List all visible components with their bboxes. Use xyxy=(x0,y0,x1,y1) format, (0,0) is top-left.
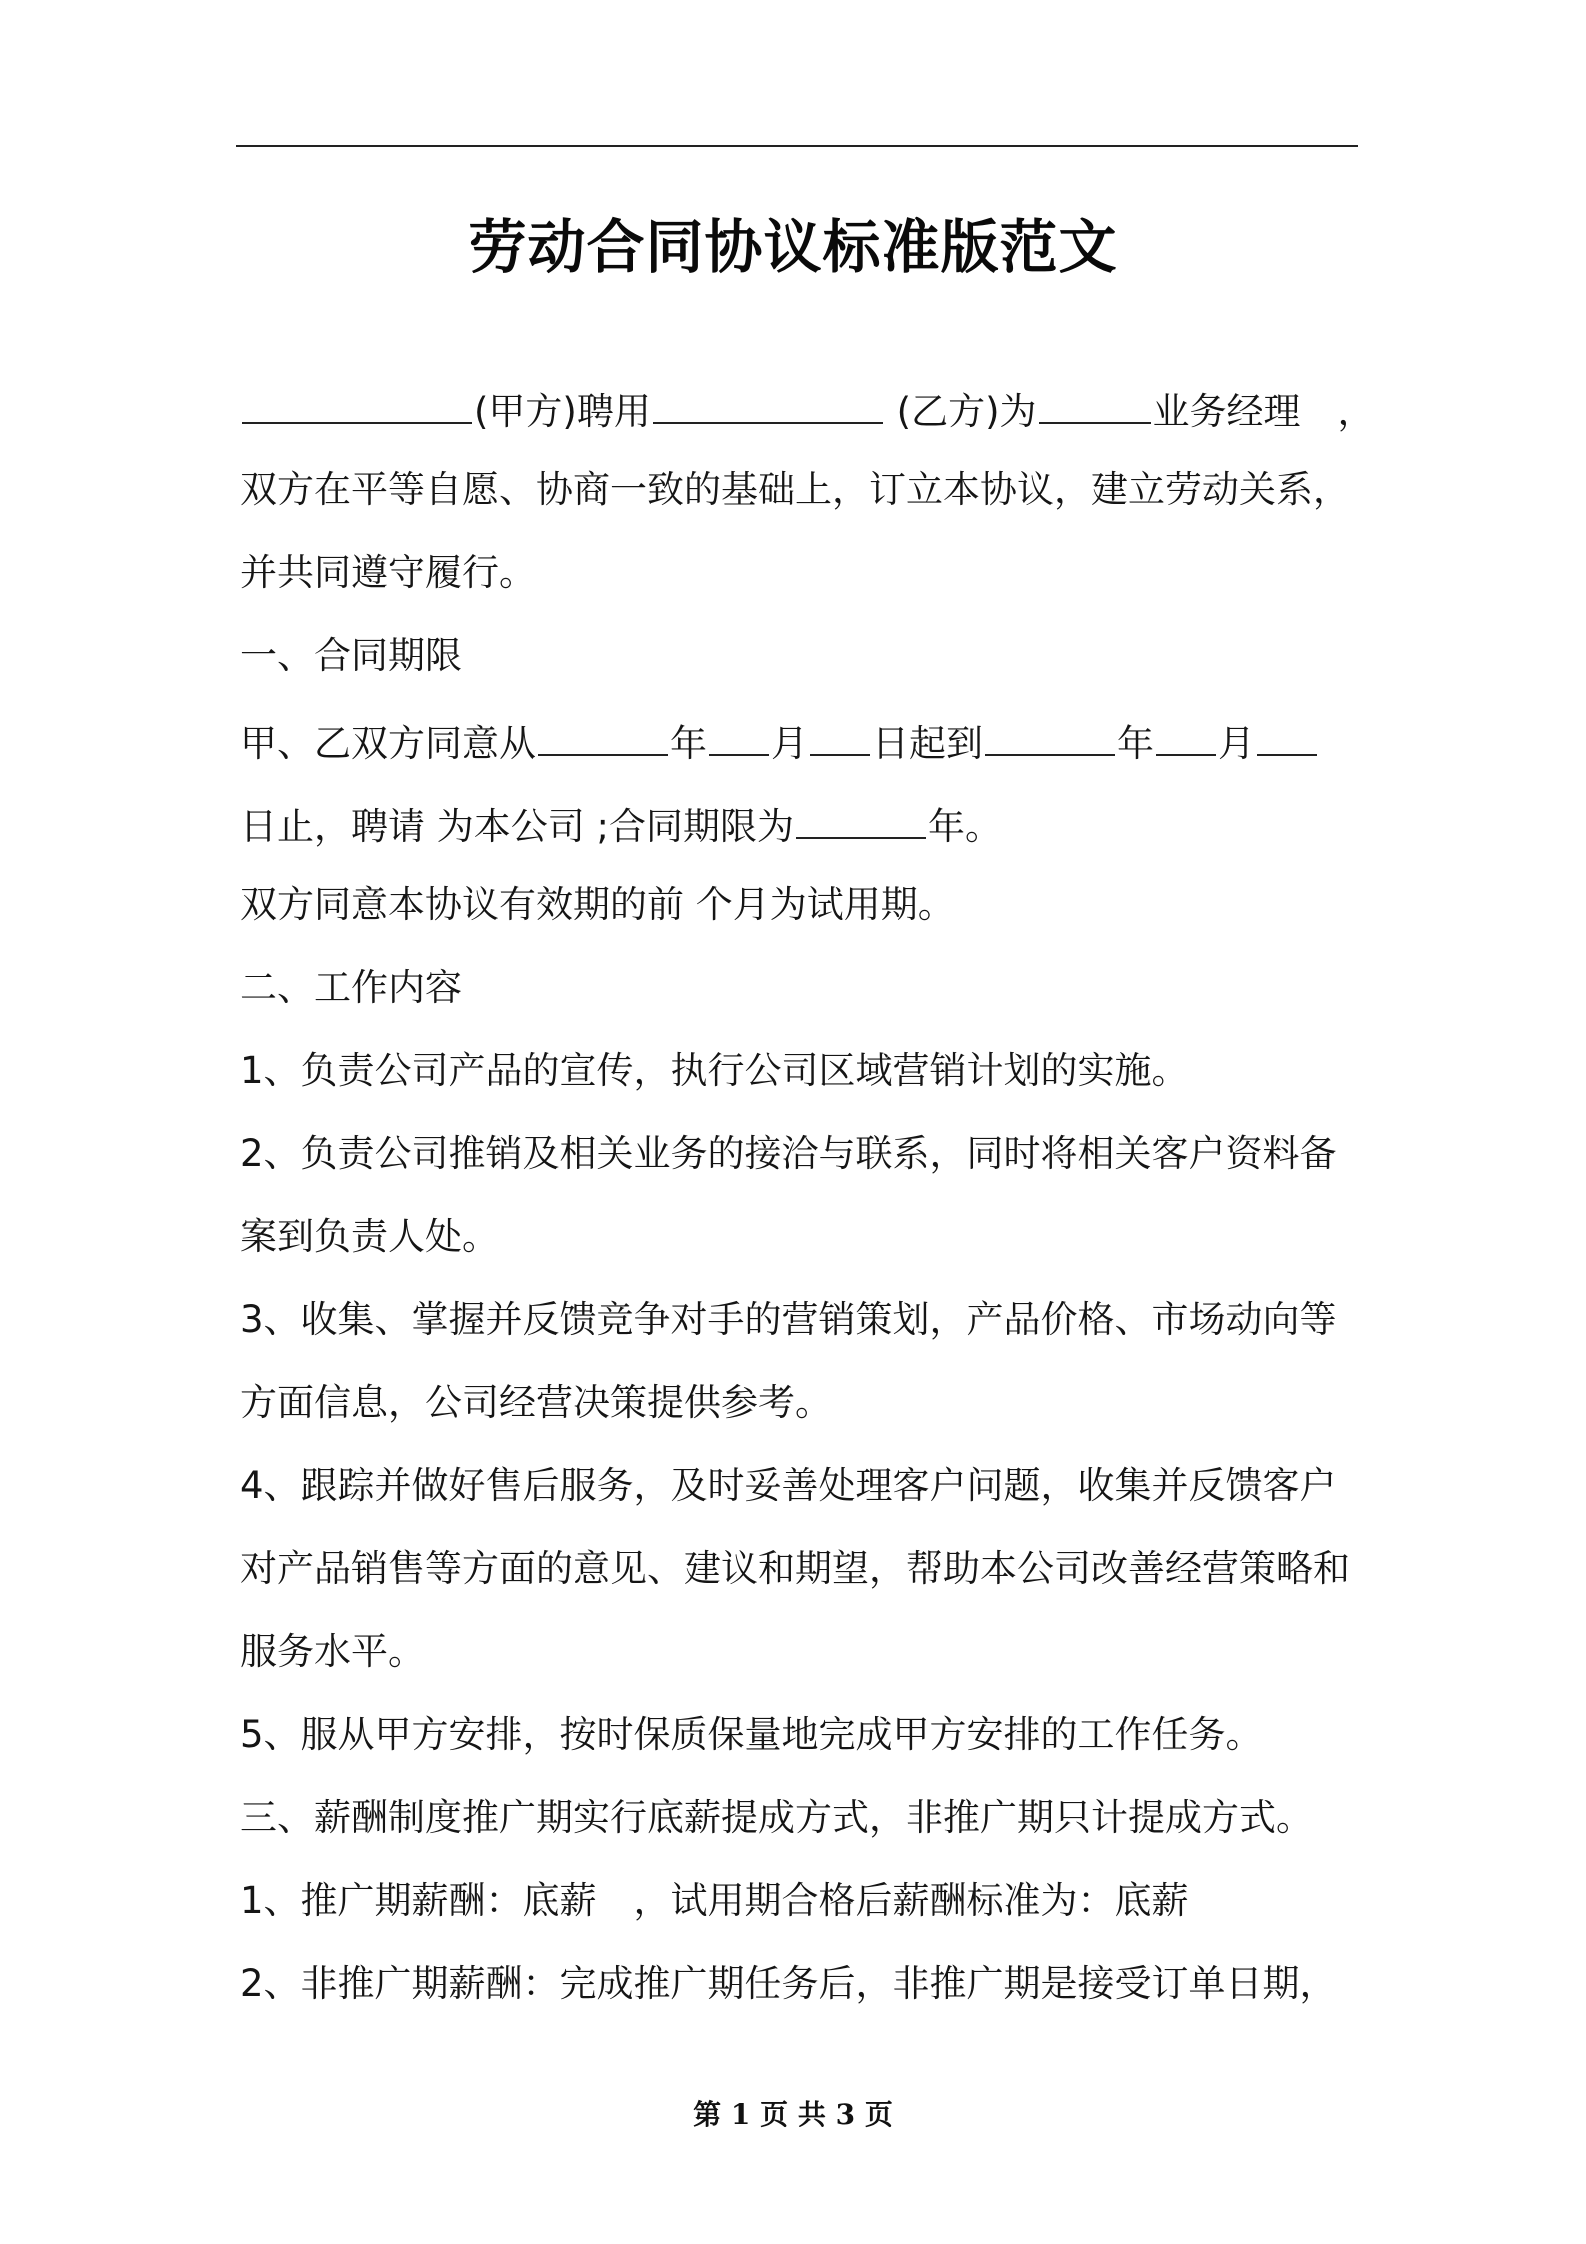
opening-line-2: 双方在平等自愿、协商一致的基础上，订立本协议，建立劳动关系， xyxy=(240,468,1350,511)
duty-item-1: 1、负责公司产品的宣传，执行公司区域营销计划的实施。 xyxy=(240,1049,1189,1092)
duty-item-4-line-3: 服务水平。 xyxy=(240,1630,425,1673)
probation-line: 双方同意本协议有效期的前 个月为试用期。 xyxy=(240,883,955,926)
term-line-2: 日止，聘请 为本公司 ;合同期限为 年。 xyxy=(240,805,1002,848)
party-b-blank[interactable] xyxy=(653,388,883,424)
header-rule xyxy=(236,145,1358,147)
section-2-heading: 二、工作内容 xyxy=(240,966,462,1009)
position-blank[interactable] xyxy=(1039,388,1151,424)
opening-line-3: 并共同遵守履行。 xyxy=(240,551,536,594)
term-years-blank[interactable] xyxy=(796,803,926,839)
party-a-blank[interactable] xyxy=(242,388,472,424)
page-footer: 第 1 页 共 3 页 xyxy=(693,2098,893,2131)
duty-item-2-line-2: 案到负责人处。 xyxy=(240,1215,499,1258)
duty-item-3-line-2: 方面信息，公司经营决策提供参考。 xyxy=(240,1381,832,1424)
pay-item-1: 1、推广期薪酬：底薪 ，试用期合格后薪酬标准为：底薪 xyxy=(240,1879,1189,1922)
duty-item-5: 5、服从甲方安排，按时保质保量地完成甲方安排的工作任务。 xyxy=(240,1713,1263,1756)
start-month-blank[interactable] xyxy=(709,720,769,756)
section-3-heading: 三、薪酬制度推广期实行底薪提成方式，非推广期只计提成方式。 xyxy=(240,1796,1313,1839)
term-line-1: 甲、乙双方同意从 年 月 日起到 年 月 xyxy=(240,720,1319,762)
start-year-blank[interactable] xyxy=(538,720,668,756)
duty-item-3-line-1: 3、收集、掌握并反馈竞争对手的营销策划，产品价格、市场动向等 xyxy=(240,1298,1337,1341)
end-month-blank[interactable] xyxy=(1156,720,1216,756)
start-day-blank[interactable] xyxy=(810,720,870,756)
end-year-blank[interactable] xyxy=(985,720,1115,756)
document-title: 劳动合同协议标准版范文 xyxy=(468,213,1118,281)
duty-item-4-line-2: 对产品销售等方面的意见、建议和期望，帮助本公司改善经营策略和 xyxy=(240,1547,1350,1590)
duty-item-4-line-1: 4、跟踪并做好售后服务，及时妥善处理客户问题，收集并反馈客户 xyxy=(240,1464,1337,1507)
section-1-heading: 一、合同期限 xyxy=(240,634,462,677)
end-day-blank[interactable] xyxy=(1257,720,1317,756)
opening-line-1: (甲方)聘用 (乙方)为 业务经理 ， xyxy=(240,388,1375,430)
duty-item-2-line-1: 2、负责公司推销及相关业务的接洽与联系，同时将相关客户资料备 xyxy=(240,1132,1337,1175)
pay-item-2: 2、非推广期薪酬：完成推广期任务后，非推广期是接受订单日期， xyxy=(240,1962,1337,2005)
